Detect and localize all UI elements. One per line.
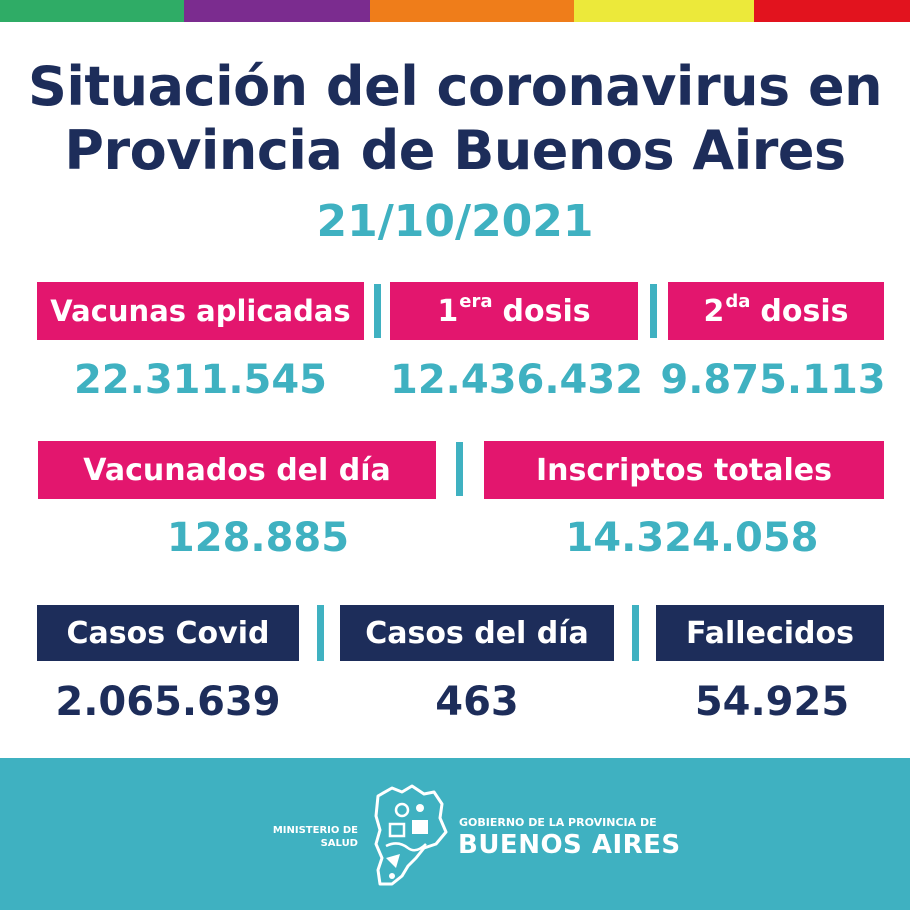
fallecidos-label: Fallecidos bbox=[656, 605, 884, 661]
casos-covid-value: 2.065.639 bbox=[55, 679, 281, 725]
casos-del-dia-value: 463 bbox=[435, 679, 519, 725]
page-title-line-1: Situación del coronavirus en bbox=[27, 55, 883, 118]
stripe-orange bbox=[370, 0, 574, 22]
segunda-dosis-superscript: da bbox=[725, 290, 751, 312]
page-title-line-2: Provincia de Buenos Aires bbox=[64, 119, 846, 182]
primera-dosis-value: 12.436.432 bbox=[390, 357, 644, 403]
footer-banner bbox=[0, 758, 910, 910]
report-date: 21/10/2021 bbox=[316, 196, 594, 247]
primera-dosis-prefix: 1 bbox=[437, 293, 459, 329]
vacunados-del-dia-value: 128.885 bbox=[166, 515, 350, 561]
inscriptos-totales-value: 14.324.058 bbox=[565, 515, 819, 561]
segunda-dosis-label bbox=[668, 282, 884, 340]
segunda-dosis-text: dosis bbox=[760, 293, 849, 329]
separator bbox=[317, 605, 324, 661]
ministerio-de-salud-text: MINISTERIO DE SALUD bbox=[272, 825, 358, 849]
fallecidos-value: 54.925 bbox=[694, 679, 850, 725]
gobierno-provincia-text: GOBIERNO DE LA PROVINCIA DE bbox=[459, 816, 657, 829]
primera-dosis-superscript: era bbox=[459, 290, 493, 312]
separator bbox=[456, 442, 463, 496]
separator bbox=[632, 605, 639, 661]
casos-covid-label: Casos Covid bbox=[37, 605, 299, 661]
separator bbox=[650, 284, 657, 338]
stripe-purple bbox=[184, 0, 370, 22]
segunda-dosis-prefix: 2 bbox=[703, 293, 725, 329]
stripe-red bbox=[754, 0, 910, 22]
stripe-yellow bbox=[574, 0, 754, 22]
buenos-aires-logotype: BUENOS AIRES bbox=[458, 830, 681, 860]
stripe-green bbox=[0, 0, 184, 22]
province-map-emblem-icon bbox=[372, 784, 450, 888]
vacunados-del-dia-label: Vacunados del día bbox=[38, 441, 436, 499]
inscriptos-totales-label: Inscriptos totales bbox=[484, 441, 884, 499]
primera-dosis-label bbox=[390, 282, 638, 340]
vacunas-aplicadas-value: 22.311.545 bbox=[73, 357, 328, 403]
vacunas-aplicadas-label: Vacunas aplicadas bbox=[37, 282, 364, 340]
casos-del-dia-label: Casos del día bbox=[340, 605, 614, 661]
separator bbox=[374, 284, 381, 338]
segunda-dosis-value: 9.875.113 bbox=[660, 357, 886, 403]
primera-dosis-text: dosis bbox=[502, 293, 591, 329]
